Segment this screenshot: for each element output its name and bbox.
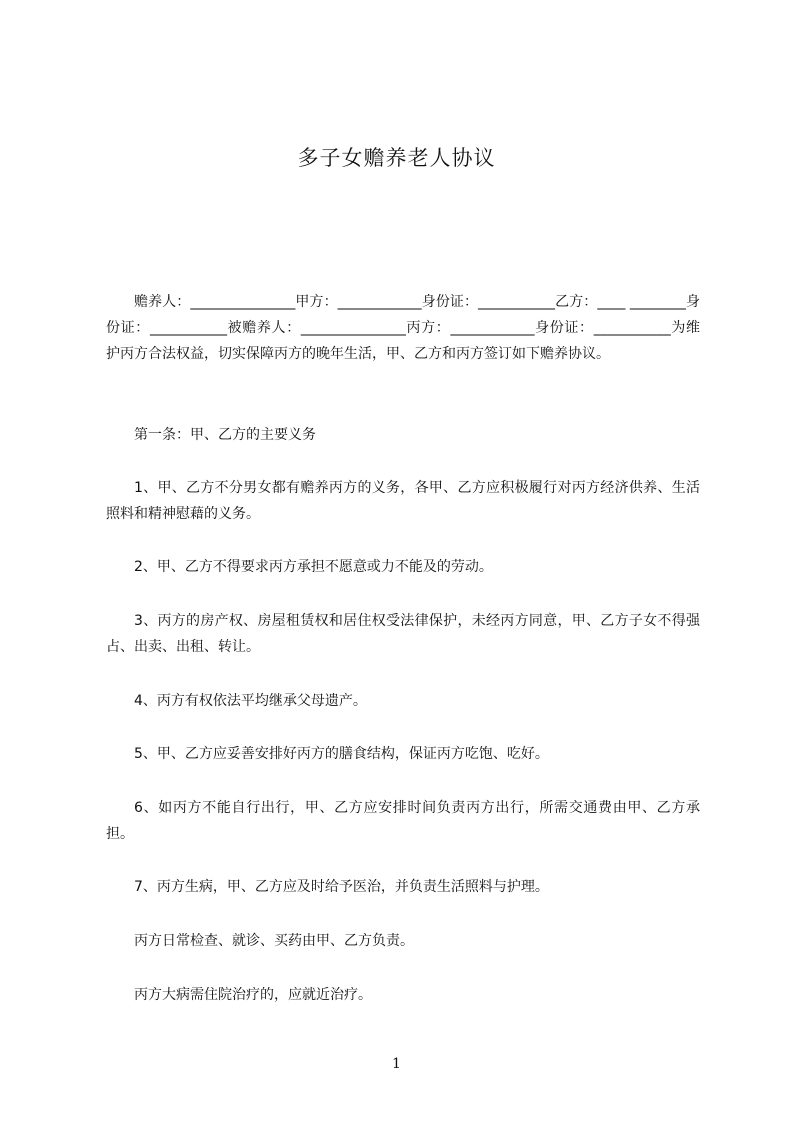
clause-3: 3、丙方的房产权、房屋租赁权和居住权受法律保护，未经丙方同意，甲、乙方子女不得强占、出卖、出租、转让。 [106,613,700,655]
clause-5: 5、甲、乙方应妥善安排好丙方的膳食结构，保证丙方吃饱、吃好。 [134,746,549,762]
clause-7-note-hospital: 丙方大病需住院治疗的，应就近治疗。 [134,987,372,1003]
clause-1: 1、甲、乙方不分男女都有赡养丙方的义务，各甲、乙方应积极履行对丙方经济供养、生活照料和精神慰藉的义务。 [106,480,700,522]
clause-2: 2、甲、乙方不得要求丙方承担不愿意或力不能及的劳动。 [134,559,493,575]
page-number: 1 [392,1056,401,1072]
article-1-heading: 第一条：甲、乙方的主要义务 [134,427,316,443]
clause-6: 6、如丙方不能自行出行，甲、乙方应安排时间负责丙方出行，所需交通费由甲、乙方承担。 [106,800,700,842]
clause-4: 4、丙方有权依法平均继承父母遗产。 [134,693,367,709]
intro-paragraph: 赡养人：_______________甲方：____________身份证：___________乙方：____ ________身份证：___________被赡养人：_______________丙方：____________身份证：___________为维护丙方合法权益，切实保障丙方的晚年生活，甲、乙方和丙方签订如下赡养协议。 [106,294,700,362]
clause-7: 7、丙方生病，甲、乙方应及时给予医治，并负责生活照料与护理。 [134,879,549,895]
document-title: 多子女赡养老人协议 [297,146,496,170]
clause-7-note-checkup: 丙方日常检查、就诊、买药由甲、乙方负责。 [134,933,414,949]
